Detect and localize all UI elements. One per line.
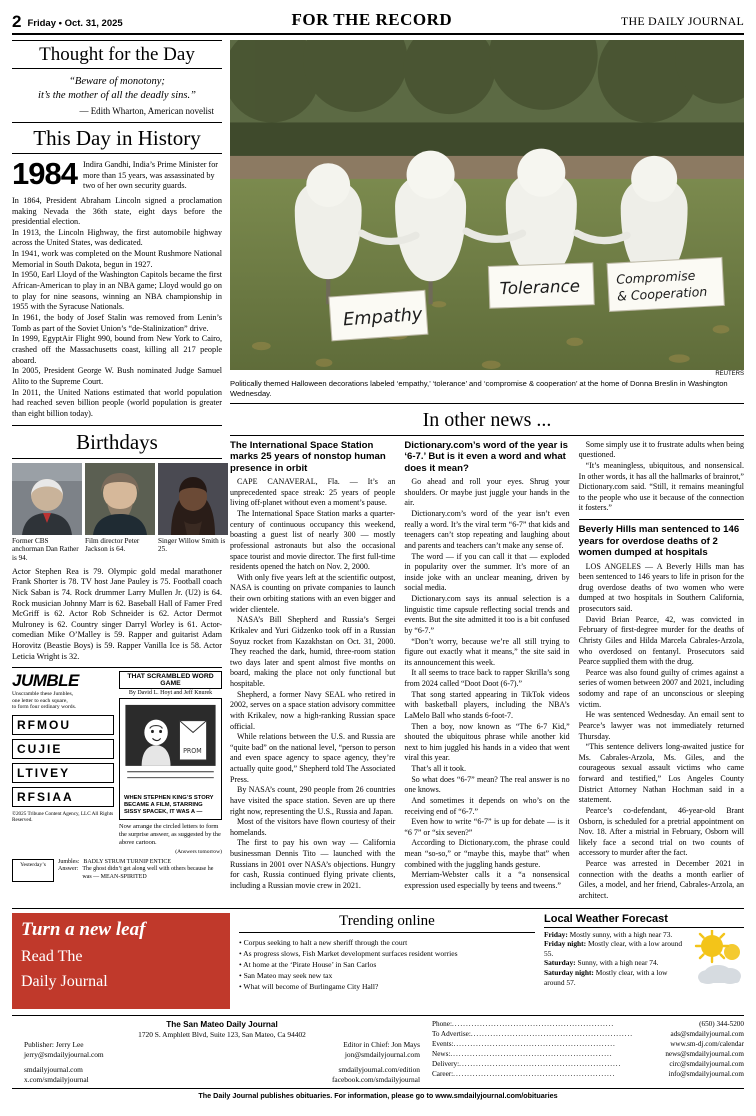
news-column-1 bbox=[230, 440, 395, 902]
trending-item-label: As progress slows, Fish Market development surfaces resident worries bbox=[243, 948, 458, 958]
svg-text:& Cooperation: & Cooperation bbox=[616, 283, 708, 304]
birthday-caption: Singer Willow Smith is 25. bbox=[158, 536, 226, 554]
jumble-scramble-2[interactable]: CUJIE bbox=[12, 739, 114, 759]
story-body bbox=[404, 477, 569, 891]
story-paragraph: That song started appearing in TikTok videos with basketball players, including the NBA’s LaMelo Ball who stands 6-foot-7. bbox=[404, 689, 570, 720]
birthdays-heading: Birthdays bbox=[76, 429, 158, 454]
avatar bbox=[158, 463, 228, 535]
yesterday-answers bbox=[58, 859, 222, 882]
contact-label: Delivery: bbox=[432, 1059, 460, 1068]
trending-item-label: At home at the ‘Pirate House’ in San Carlos bbox=[243, 959, 377, 969]
jumble-copyright bbox=[12, 807, 114, 823]
jumble-authors: By David L. Hoyt and Jeff Knurek bbox=[128, 690, 213, 697]
story-paragraph: It all seems to trace back to rapper Skrilla’s song from 2024 called “Doot Doot (6-7).” bbox=[404, 668, 570, 689]
jumble-cartoon bbox=[119, 698, 222, 820]
trending-heading: Trending online bbox=[339, 912, 435, 929]
weather-row bbox=[544, 958, 688, 968]
story-paragraph: He was sentenced Wednesday. An email sent to Pearce’s lawyer was not immediately returned Thursday. bbox=[578, 710, 744, 741]
footer-links-row-2 bbox=[12, 1075, 432, 1085]
story-paragraph: Go ahead and roll your eyes. Shrug your shoulders. Or maybe just juggle your hands in the air. bbox=[404, 477, 570, 508]
history-lead: Indira Gandhi, India’s Prime Minister for more than 15 years, was assassinated by two of her own security guards. bbox=[82, 160, 219, 191]
footer-staff bbox=[12, 1040, 432, 1050]
ad-line-1: Turn a new leaf bbox=[21, 918, 146, 940]
weather-rows bbox=[544, 930, 688, 997]
section-title: FOR THE RECORD bbox=[291, 10, 453, 29]
weather-row-label: Saturday night: bbox=[544, 968, 594, 978]
portrait-icon bbox=[85, 463, 155, 535]
lead-photo bbox=[230, 40, 744, 370]
contact-row bbox=[432, 1069, 744, 1079]
story-body bbox=[579, 562, 744, 902]
footer-publisher: Publisher: Jerry Lee bbox=[24, 1039, 84, 1049]
story-paragraph: The first to pay his own way — California businessman Dennis Tito — launched with the Russians in 2001 over NASA’s objections. Hungry for cash, Russia continued flying private clients, including a Russian movie crew in 2021. bbox=[230, 838, 396, 890]
weather-row-text: Sunny, with a high near 74. bbox=[577, 958, 659, 968]
contact-dots: .......................................................... bbox=[453, 1069, 616, 1078]
contact-value[interactable]: ads@smdailyjournal.com bbox=[670, 1029, 744, 1038]
weather-row bbox=[544, 930, 688, 940]
footer-paper-name: The San Mateo Daily Journal bbox=[166, 1019, 278, 1029]
news-columns bbox=[230, 436, 744, 902]
contact-value[interactable]: circ@smdailyjournal.com bbox=[669, 1059, 744, 1068]
story-paragraph: With only five years left at the scientific outpost, NASA is counting on private companies to launch their own orbiting stations with an even bigger and wider clientele. bbox=[230, 572, 396, 614]
photo-credit: REUTERS bbox=[715, 371, 744, 377]
footer-edition-link[interactable]: smdailyjournal.com/edition bbox=[338, 1064, 420, 1074]
jumbles-words: BADLY STRUM TURNIP ENTICE bbox=[83, 858, 172, 865]
portrait-icon bbox=[12, 463, 82, 535]
issue-date: Friday • Oct. 31, 2025 bbox=[27, 18, 123, 29]
svg-text:PROM: PROM bbox=[183, 747, 202, 756]
story-paragraph: That’s all it took. bbox=[411, 764, 466, 774]
story-paragraph: Pearce was arrested in December 2021 in connection with the deaths a month earlier of Giles, a model, and her friend, Cabrales-Arzola, an architect. bbox=[578, 859, 744, 900]
story-body bbox=[230, 477, 395, 891]
weather-forecast bbox=[544, 913, 744, 1009]
trending-item[interactable]: • San Mateo may seek new tax bbox=[239, 970, 333, 980]
weather-heading: Local Weather Forecast bbox=[544, 912, 668, 925]
thought-attribution: — Edith Wharton, American novelist bbox=[79, 106, 214, 117]
contact-dots: .......................................................... bbox=[459, 1059, 622, 1068]
jumble-logo: JUMBLE bbox=[12, 671, 79, 691]
masthead bbox=[12, 10, 744, 35]
portrait-icon bbox=[158, 463, 228, 535]
jumble-yesterday bbox=[12, 855, 222, 882]
history-item: In 1950, Earl Lloyd of the Washington Capitols became the first African-American to play in an NBA game; Lloyd would go on to play for nine seasons, winning an NBA championship in 1955 with the Syracuse Nationals. bbox=[12, 270, 222, 312]
obituaries-note: The Daily Journal publishes obituaries. For information, please go to www.smdailyjournal.com/obituaries bbox=[12, 1088, 744, 1100]
sun-cloud-icon bbox=[692, 930, 744, 992]
contact-dots: .......................................................... bbox=[453, 1039, 616, 1048]
jumble-tagline-line: to form four ordinary words. bbox=[12, 704, 77, 711]
news-column-3 bbox=[579, 440, 744, 902]
history-item: In 1913, the Lincoln Highway, the first automobile highway across the United States, was dedicated. bbox=[12, 227, 222, 248]
story-headline: The International Space Station marks 25 years of nonstop human presence in orbit bbox=[230, 439, 386, 474]
story-paragraph: And sometimes it depends on who’s on the receiving end of “6-7.” bbox=[404, 795, 570, 816]
contact-dots: .......................................................... bbox=[451, 1019, 615, 1028]
weather-row-label: Friday: bbox=[544, 929, 568, 939]
story-paragraph: NASA’s Bill Shepherd and Russia’s Sergei Krikalev and Yuri Gidzenko took off in a Russian Soyuz rocket from Kazakhstan on Oct. 31, 2000. They reached the dark, humid, three-room station two days later and spent almost five months on board, making the place not only functional but hospitable. bbox=[230, 615, 396, 689]
contact-label: Phone: bbox=[432, 1019, 452, 1028]
contact-value: (650) 344-5200 bbox=[699, 1019, 744, 1028]
page-number: 2 bbox=[12, 12, 22, 31]
contact-label: Career: bbox=[432, 1069, 454, 1078]
weather-row-text: Mostly sunny, with a high near 73. bbox=[569, 929, 673, 939]
weather-row-label: Saturday: bbox=[544, 958, 576, 968]
contact-row bbox=[432, 1019, 744, 1029]
birthday-entry bbox=[158, 463, 228, 563]
halloween-photo-art bbox=[230, 40, 744, 370]
birthday-photos bbox=[12, 463, 226, 563]
story-paragraph: Dictionary.com’s word of the year isn’t even really a word. It’s the viral term “6-7” that kids and teenagers can’t stop repeating and laughing about and parents and teachers can’t make any sense of. bbox=[404, 509, 570, 550]
bottom-region bbox=[12, 908, 744, 1009]
footer-contacts bbox=[432, 1019, 744, 1085]
birthday-entry bbox=[12, 463, 82, 563]
svg-text:Empathy: Empathy bbox=[342, 304, 424, 331]
contact-row bbox=[432, 1049, 744, 1059]
contact-value[interactable]: info@smdailyjournal.com bbox=[668, 1069, 744, 1078]
story-paragraph: The word — if you can call it that — exploded in popularity over the summer. It’s more of an inside joke with an unclear meaning, driven by social media. bbox=[404, 551, 570, 593]
story-paragraph: Dictionary.com says its annual selection is a linguistic time capsule reflecting social trends and events. But the site admitted it too is a bit confused by “6-7.” bbox=[404, 594, 570, 635]
weather-row-text: Mostly clear, with a low around 57. bbox=[544, 968, 668, 987]
story-paragraph: “It’s meaningless, ubiquitous, and nonsensical. In other words, it has all the hallmarks of brainrot,” Dictionary.com said. “Still, it remains meaningful to the people who use it because of the connection it fosters.” bbox=[578, 460, 744, 513]
jumble-arrange-instruction: Now arrange the circled letters to form the surprise answer, as suggested by the above cartoon. bbox=[119, 823, 221, 846]
story-paragraph: CAPE CANAVERAL, Fla. — It’s an unprecedented space streak: 25 years of people living off-planet without even a moment’s pause. bbox=[230, 477, 396, 508]
answer-text: The ghost didn’t get along well with others because he was — MEAN-SPIRITED bbox=[82, 866, 214, 881]
trending-item-label: San Mateo may seek new tax bbox=[243, 970, 333, 980]
history-item: In 1864, President Abraham Lincoln signed a proclamation making Nevada the 36th state, eight days before the presidential election. bbox=[12, 195, 222, 227]
footer-address: 1720 S. Amphlett Blvd, Suite 123, San Mateo, Ca 94402 bbox=[138, 1029, 306, 1039]
contact-row bbox=[432, 1029, 744, 1039]
contact-label: Events: bbox=[432, 1039, 454, 1048]
birthday-caption: Former CBS anchorman Dan Rather is 94. bbox=[12, 536, 79, 562]
thought-heading: Thought for the Day bbox=[39, 44, 195, 65]
trending-list bbox=[239, 935, 535, 992]
weather-row bbox=[544, 939, 688, 958]
trending-item-label: What will become of Burlingame City Hall? bbox=[243, 981, 379, 991]
history-item: In 2005, President George W. Bush nominated Judge Samuel Alito to the Supreme Court. bbox=[12, 366, 222, 386]
jumble-game-title: THAT SCRAMBLED WORD GAME bbox=[119, 671, 222, 689]
avatar bbox=[85, 463, 155, 535]
column-divider bbox=[579, 519, 744, 520]
birthdays-text: Actor Stephen Rea is 79. Olympic gold medal marathoner Frank Shorter is 78. TV host Jane Pauley is 75. Football coach Nick Saban is 74. Rock drummer Larry Mullen Jr. (U2) is 64. Rock musician Johnny Marr is 62. Baseball Hall of Famer Fred McGriff is 62. Actor Rob Schneider is 62. Actor Dermot Mulroney is 62. Country singer Darryl Worley is 61. Actor-comedian Mike O’Malley is 59. Rapper and guitarist Adam Horovitz (Beastie Boys) is 59. Rapper Vanilla Ice is 58. Actor Leticia Wright is 32. bbox=[12, 566, 222, 661]
jumble-puzzle bbox=[12, 667, 222, 854]
history-heading: This Day in History bbox=[33, 126, 201, 151]
contact-dots: .......................................................... bbox=[450, 1049, 613, 1058]
story-paragraph: By NASA’s count, 290 people from 26 countries have visited the space station. Seven are up there right now, representing the U.S., Russia and Japan. bbox=[230, 785, 396, 816]
jumble-tagline-line: one letter to each square, bbox=[12, 697, 68, 704]
trending-item[interactable]: • Corpus seeking to halt a new sheriff through the court bbox=[239, 937, 408, 947]
thought-quote bbox=[12, 69, 222, 105]
paper-name: THE DAILY JOURNAL bbox=[620, 14, 744, 28]
trending-item[interactable]: • At home at the ‘Pirate House’ in San Carlos bbox=[239, 959, 377, 969]
footer-links-row-1 bbox=[12, 1065, 432, 1075]
history-item: In 2011, the United Nations estimated that world population had reached seven billion people (world population is greater than eight billion today). bbox=[12, 387, 222, 418]
history-items bbox=[12, 196, 222, 425]
answer-label: Answer: bbox=[58, 866, 79, 873]
footer-masthead bbox=[12, 1019, 432, 1085]
story-paragraph: LOS ANGELES — A Beverly Hills man has been sentenced to 146 years to life in prison for the drug overdose deaths of two women who were dumped at two hospitals in Southern California, prosecutors said. bbox=[578, 561, 744, 614]
history-item: In 1941, work was completed on the Mount Rushmore National Memorial in South Dakota, begun in 1927. bbox=[12, 249, 222, 269]
jumble-answers-note: (Answers tomorrow) bbox=[175, 848, 222, 855]
contact-row bbox=[432, 1039, 744, 1049]
contact-row bbox=[432, 1059, 744, 1069]
thought-quote-line-2: it’s the mother of all the deadly sins.” bbox=[38, 90, 196, 102]
jumble-copyright-text: ©2025 Tribune Content Agency, LLC All Rights Reserved. bbox=[12, 810, 114, 823]
jumble-tagline bbox=[12, 691, 114, 710]
footer-publisher-email[interactable]: jerry@smdailyjournal.com bbox=[24, 1049, 104, 1059]
footer bbox=[12, 1015, 744, 1085]
story-paragraph: Merriam-Webster calls it a “a nonsensical expression used especially by teens and tweens.” bbox=[404, 870, 570, 890]
ad-line-2: Read The bbox=[21, 947, 83, 965]
news-column-2 bbox=[404, 440, 569, 902]
story-paragraph: Most of the visitors have flown courtesy of their homelands. bbox=[230, 817, 396, 837]
house-ad[interactable] bbox=[12, 913, 230, 1009]
history-year: 1984 bbox=[12, 156, 77, 192]
history-item: In 1961, the body of Josef Stalin was removed from Lenin’s Tomb as part of the Soviet Union’s “de-Stalinization” drive. bbox=[12, 313, 222, 333]
footer-editor: Editor in Chief: Jon Mays bbox=[343, 1039, 420, 1049]
jumble-tagline-line: Unscramble these Jumbles, bbox=[12, 691, 74, 698]
jumble-left bbox=[12, 671, 114, 854]
thought-quote-line-1: “Beware of monotony; bbox=[69, 76, 165, 87]
weather-icon-group bbox=[692, 930, 744, 997]
story-paragraph: Some simply use it to frustrate adults when being questioned. bbox=[578, 439, 744, 460]
contact-label: To Advertise: bbox=[432, 1029, 471, 1038]
weather-row-label: Friday night: bbox=[544, 939, 587, 949]
contact-label: News: bbox=[432, 1049, 451, 1058]
weather-row-text: Mostly clear, with a low around 55. bbox=[544, 939, 683, 958]
story-paragraph: David Brian Pearce, 42, was convicted in February of first-degree murder for the deaths of Christy Giles and Hilda Marcela Cabrales-Arzola, who overdosed on fentanyl. Prosecutors said Pearce supplied them with the drug. bbox=[578, 614, 744, 667]
jumble-scramble-4[interactable]: RFSIAA bbox=[12, 787, 114, 807]
story-paragraph: So what does “6-7” mean? The real answer is no one knows. bbox=[404, 774, 570, 795]
svg-text:Tolerance: Tolerance bbox=[499, 275, 581, 299]
contact-value[interactable]: www.sm-dj.com/calendar bbox=[670, 1039, 744, 1048]
birthday-caption: Film director Peter Jackson is 64. bbox=[85, 536, 140, 554]
story-paragraph: The International Space Station marks a quarter-century of continuous occupancy this weekend, boasting a guest list of nearly 300 — mostly professional astronauts but also the occasional space tourist and movie director. The first full-time residents opened the hatch on Nov. 2, 2000. bbox=[230, 509, 396, 572]
thought-for-the-day bbox=[12, 40, 222, 123]
top-region bbox=[12, 40, 744, 902]
trending-item[interactable]: • What will become of Burlingame City Hall? bbox=[239, 981, 379, 991]
story-paragraph: According to Dictionary.com, the phrase could mean “so-so,” or “maybe this, maybe that” when combined with the juggling hands gesture. bbox=[404, 838, 570, 869]
history-item: In 1999, EgyptAir Flight 990, bound from New York to Cairo, crashed off the Massachusetts coast, killing all 217 people aboard. bbox=[12, 334, 222, 365]
left-column bbox=[12, 40, 230, 902]
ad-line-3: Daily Journal bbox=[21, 973, 108, 991]
story-paragraph: Pearce’s co-defendant, 46-year-old Brant Osborn, is scheduled for a pretrial appointment on Nov. 18. After a mistrial in February, Osborn will likely face a second trial on two counts of accessory to murder after the fact. bbox=[578, 805, 744, 858]
story-paragraph: Even how to write “6-7” is up for debate — is it “6 7” or “six seven?” bbox=[404, 817, 570, 837]
story-headline: Dictionary.com’s word of the year is ‘6-7.’ But is it even a word and what does it mean? bbox=[404, 439, 568, 474]
story-paragraph: Pearce was also found guilty of crimes against a series of women between 2007 and 2021, including sodomy and rape of an unconscious or sleeping victim. bbox=[578, 667, 744, 709]
jumble-right bbox=[119, 671, 222, 854]
footer-website[interactable]: smdailyjournal.com bbox=[24, 1064, 83, 1074]
birthdays-section bbox=[12, 426, 226, 663]
footer-editor-email[interactable]: jon@smdailyjournal.com bbox=[344, 1049, 420, 1059]
weather-body bbox=[544, 930, 744, 997]
story-paragraph: Then a boy, now known as “The 6-7 Kid,” shouted the ubiquitous phrase while another kid next to him juggled his hands in a video that went viral this year. bbox=[404, 721, 570, 763]
right-column bbox=[230, 40, 744, 902]
this-day-in-history bbox=[12, 123, 222, 425]
story-paragraph: “Don’t worry, because we’re all still trying to figure out exactly what it means,” the site said in its announcement this week. bbox=[404, 636, 570, 667]
contact-dots: .......................................................... bbox=[470, 1029, 634, 1038]
story-body-continued bbox=[579, 440, 744, 514]
footer-facebook-link[interactable]: facebook.com/smdailyjournal bbox=[331, 1074, 420, 1084]
in-other-news-heading: In other news ... bbox=[230, 404, 744, 436]
svg-text:Compromise: Compromise bbox=[615, 267, 696, 287]
cartoon-caption-text: WHEN STEPHEN KING’S STORY BECAME A FILM, STARRING SISSY SPACEK, IT WAS A — bbox=[124, 794, 214, 816]
yesterday-label: Yesterday’s bbox=[12, 859, 54, 882]
story-paragraph: While relations between the U.S. and Russia are “quite bad” on the national level, “person to person and even space agency to space agency, they’re actually quite good,” Shepherd told The Associated Press. bbox=[230, 732, 396, 784]
birthday-entry bbox=[85, 463, 155, 563]
trending-item[interactable]: • As progress slows, Fish Market development surfaces resident worries bbox=[239, 948, 458, 958]
trending-item-label: Corpus seeking to halt a new sheriff through the court bbox=[243, 937, 408, 947]
contact-value[interactable]: news@smdailyjournal.com bbox=[665, 1049, 744, 1058]
avatar bbox=[12, 463, 82, 535]
weather-row bbox=[544, 968, 688, 987]
history-lead-block bbox=[12, 154, 222, 196]
jumble-scramble-1[interactable]: RFMOU bbox=[12, 715, 114, 735]
cartoon-caption bbox=[124, 795, 217, 817]
story-headline: Beverly Hills man sentenced to 146 years for overdose deaths of 2 women dumped at hospitals bbox=[578, 524, 740, 559]
photo-caption: Politically themed Halloween decorations labeled ‘empathy,’ ‘tolerance’ and ‘compromise & cooperation’ at the home of Donna Breslin in Washington Wednesday. bbox=[230, 377, 744, 404]
footer-x-link[interactable]: x.com/smdailyjournal bbox=[24, 1074, 89, 1084]
footer-staff-emails bbox=[12, 1050, 432, 1060]
trending-online bbox=[239, 913, 535, 1009]
ad-banner[interactable] bbox=[12, 913, 230, 1009]
jumble-scramble-3[interactable]: LTIVEY bbox=[12, 763, 114, 783]
jumbles-label: Jumbles: bbox=[58, 858, 80, 865]
story-paragraph: Shepherd, a former Navy SEAL who retired in 2002, serves on a space station advisory committee with Krikalev, now a high-ranking Russian space official. bbox=[230, 689, 396, 731]
story-paragraph: “This sentence delivers long-awaited justice for Ms. Cabrales-Arzola, Ms. Giles, and the courageous sexual assault victims who came forward and testified,” Los Angeles County District Attorney Nathan Hochman said in a statement. bbox=[578, 742, 744, 805]
